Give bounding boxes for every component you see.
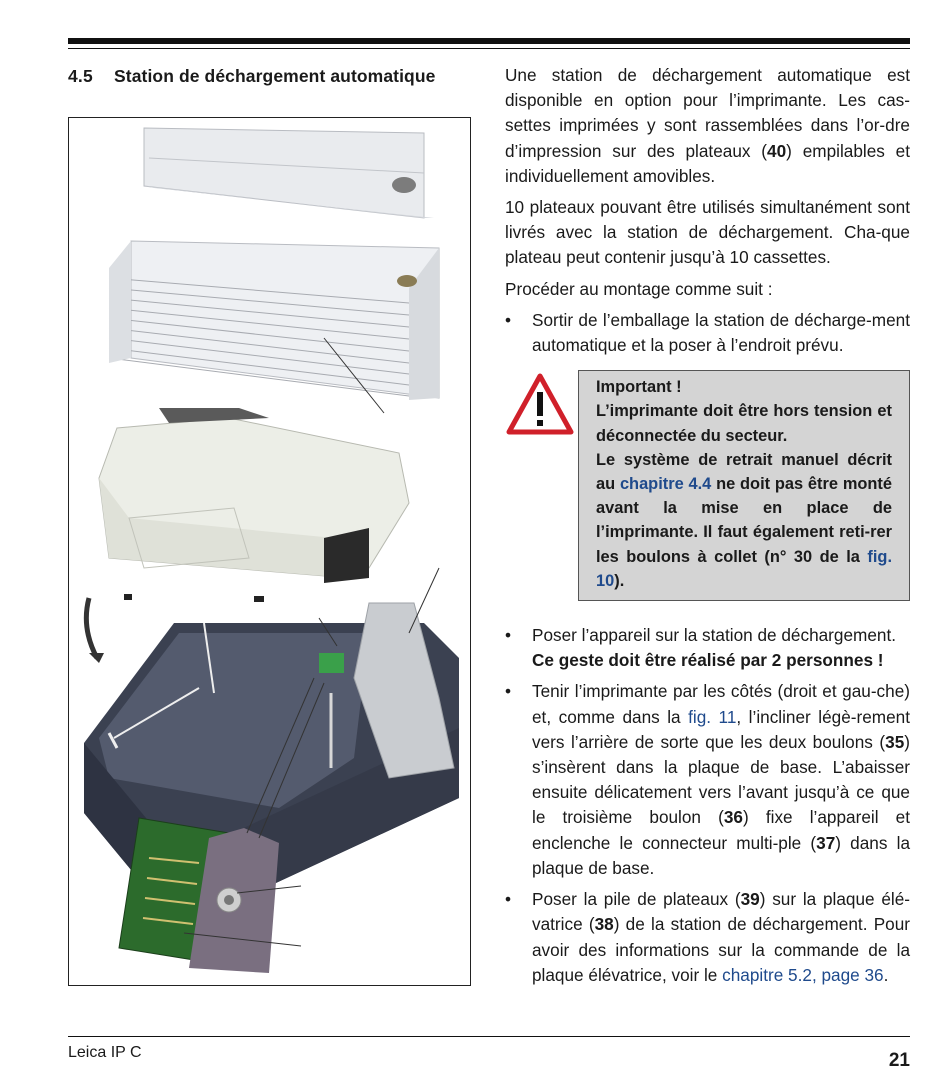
fig-11-link[interactable]: fig. 11 xyxy=(688,706,737,727)
main-text-column xyxy=(505,63,910,994)
list-item-text-d: . xyxy=(883,964,889,985)
list-item-text-e: ) dans la plaque de base. xyxy=(532,832,910,878)
list-item-text-d: ) fixe l’appareil et enclenche le connecteur multi-ple ( xyxy=(532,807,910,853)
ref-number-39: 39 xyxy=(740,889,760,910)
section-title: Station de déchargement automatique xyxy=(114,66,436,86)
list-item-text: Poser l’appareil sur la station de déchargement. xyxy=(532,625,897,646)
single-tray-image xyxy=(144,128,434,218)
ref-number-40: 40 xyxy=(767,140,787,161)
list-item-emphasis: Ce geste doit être réalisé par 2 personnes ! xyxy=(532,650,884,671)
paragraph-intro xyxy=(505,63,910,189)
important-box xyxy=(578,370,910,601)
warning-triangle-icon xyxy=(505,370,575,440)
ref-number-38: 38 xyxy=(594,914,614,935)
ref-number-36: 36 xyxy=(723,807,743,828)
list-item xyxy=(505,308,910,358)
tray-stack-image xyxy=(109,241,439,413)
page-number: 21 xyxy=(888,1050,910,1071)
ref-number-35: 35 xyxy=(885,731,905,752)
steps-list-2 xyxy=(505,623,910,988)
fig-10-link[interactable]: fig. 10 xyxy=(596,547,892,590)
footer-rule xyxy=(68,1036,910,1037)
list-item-text: Tenir l’imprimante par les côtés (droit et gau-che) et, comme dans la xyxy=(532,681,910,727)
footer-product-name: Leica IP C xyxy=(68,1044,142,1061)
paragraph-intro-text-end: ) empilables et individuellement amovibles. xyxy=(505,140,910,186)
bullet-glyph: • xyxy=(505,681,512,702)
important-heading: Important ! xyxy=(596,378,682,397)
bullet-glyph: • xyxy=(505,309,512,330)
header-rule-thin xyxy=(68,48,910,49)
unloading-station-figure xyxy=(68,117,471,986)
printer-image xyxy=(99,408,409,602)
header-rule-thick xyxy=(68,38,910,44)
important-line1: L’imprimante doit être hors tension et déconnectée du secteur. xyxy=(596,402,892,445)
list-item-text-b: ) sur la plaque élé-vatrice ( xyxy=(532,889,910,935)
important-line2-text-c: ). xyxy=(614,571,625,590)
chapter-5-2-link[interactable]: chapitre 5.2, page 36 xyxy=(722,964,884,985)
section-number: 4.5 xyxy=(68,66,93,86)
paragraph-intro-text: Une station de déchargement automatique est disponible en option pour l’imprimante. Les cas-settes imprimées y sont rassemblées dans l’or-dre d’impression sur des plateaux ( xyxy=(505,65,910,161)
tilt-arrow-icon xyxy=(86,598,97,658)
list-item-text-c: ) de la station de déchargement. Pour avoir des informations sur la commande de la plaque élévatrice, voir le xyxy=(532,914,910,985)
list-item-text-c: ) s’insèrent dans la plaque de base. L’abaisser ensuite délicatement vers l’avant jusqu’à ce que le troisième boulon ( xyxy=(532,731,910,828)
ref-number-37: 37 xyxy=(816,832,836,853)
paragraph-trays: 10 plateaux pouvant être utilisés simultanément sont livrés avec la station de déchargement. Cha-que plateau peut contenir jusqu’à 10 cassettes. xyxy=(505,197,910,268)
chapter-4-4-link[interactable]: chapitre 4.4 xyxy=(619,475,712,494)
important-line2-text-b: ne doit pas être monté avant la mise en place de l’imprimante. Il faut également reti-rer les boulons à collet (n° 30 de la xyxy=(596,475,892,566)
list-item xyxy=(505,623,910,673)
list-item xyxy=(505,887,910,988)
list-item-text: Sortir de l’emballage la station de décharge-ment automatique et la poser à l’endroit prévu. xyxy=(532,309,910,356)
list-item xyxy=(505,679,910,881)
bullet-glyph: • xyxy=(505,889,512,910)
bullet-glyph: • xyxy=(505,625,512,646)
list-item-text-b: , l’incliner légè-rement vers l’arrière de sorte que les deux boulons ( xyxy=(532,706,910,752)
important-line2-text: Le système de retrait manuel décrit au xyxy=(596,450,892,494)
important-line2 xyxy=(596,448,892,593)
important-notice xyxy=(505,370,910,601)
figure-illustration xyxy=(69,118,472,987)
paragraph-procedure: Procéder au montage comme suit : xyxy=(505,278,773,299)
steps-list xyxy=(505,308,910,358)
list-item-text: Poser la pile de plateaux ( xyxy=(532,889,741,910)
